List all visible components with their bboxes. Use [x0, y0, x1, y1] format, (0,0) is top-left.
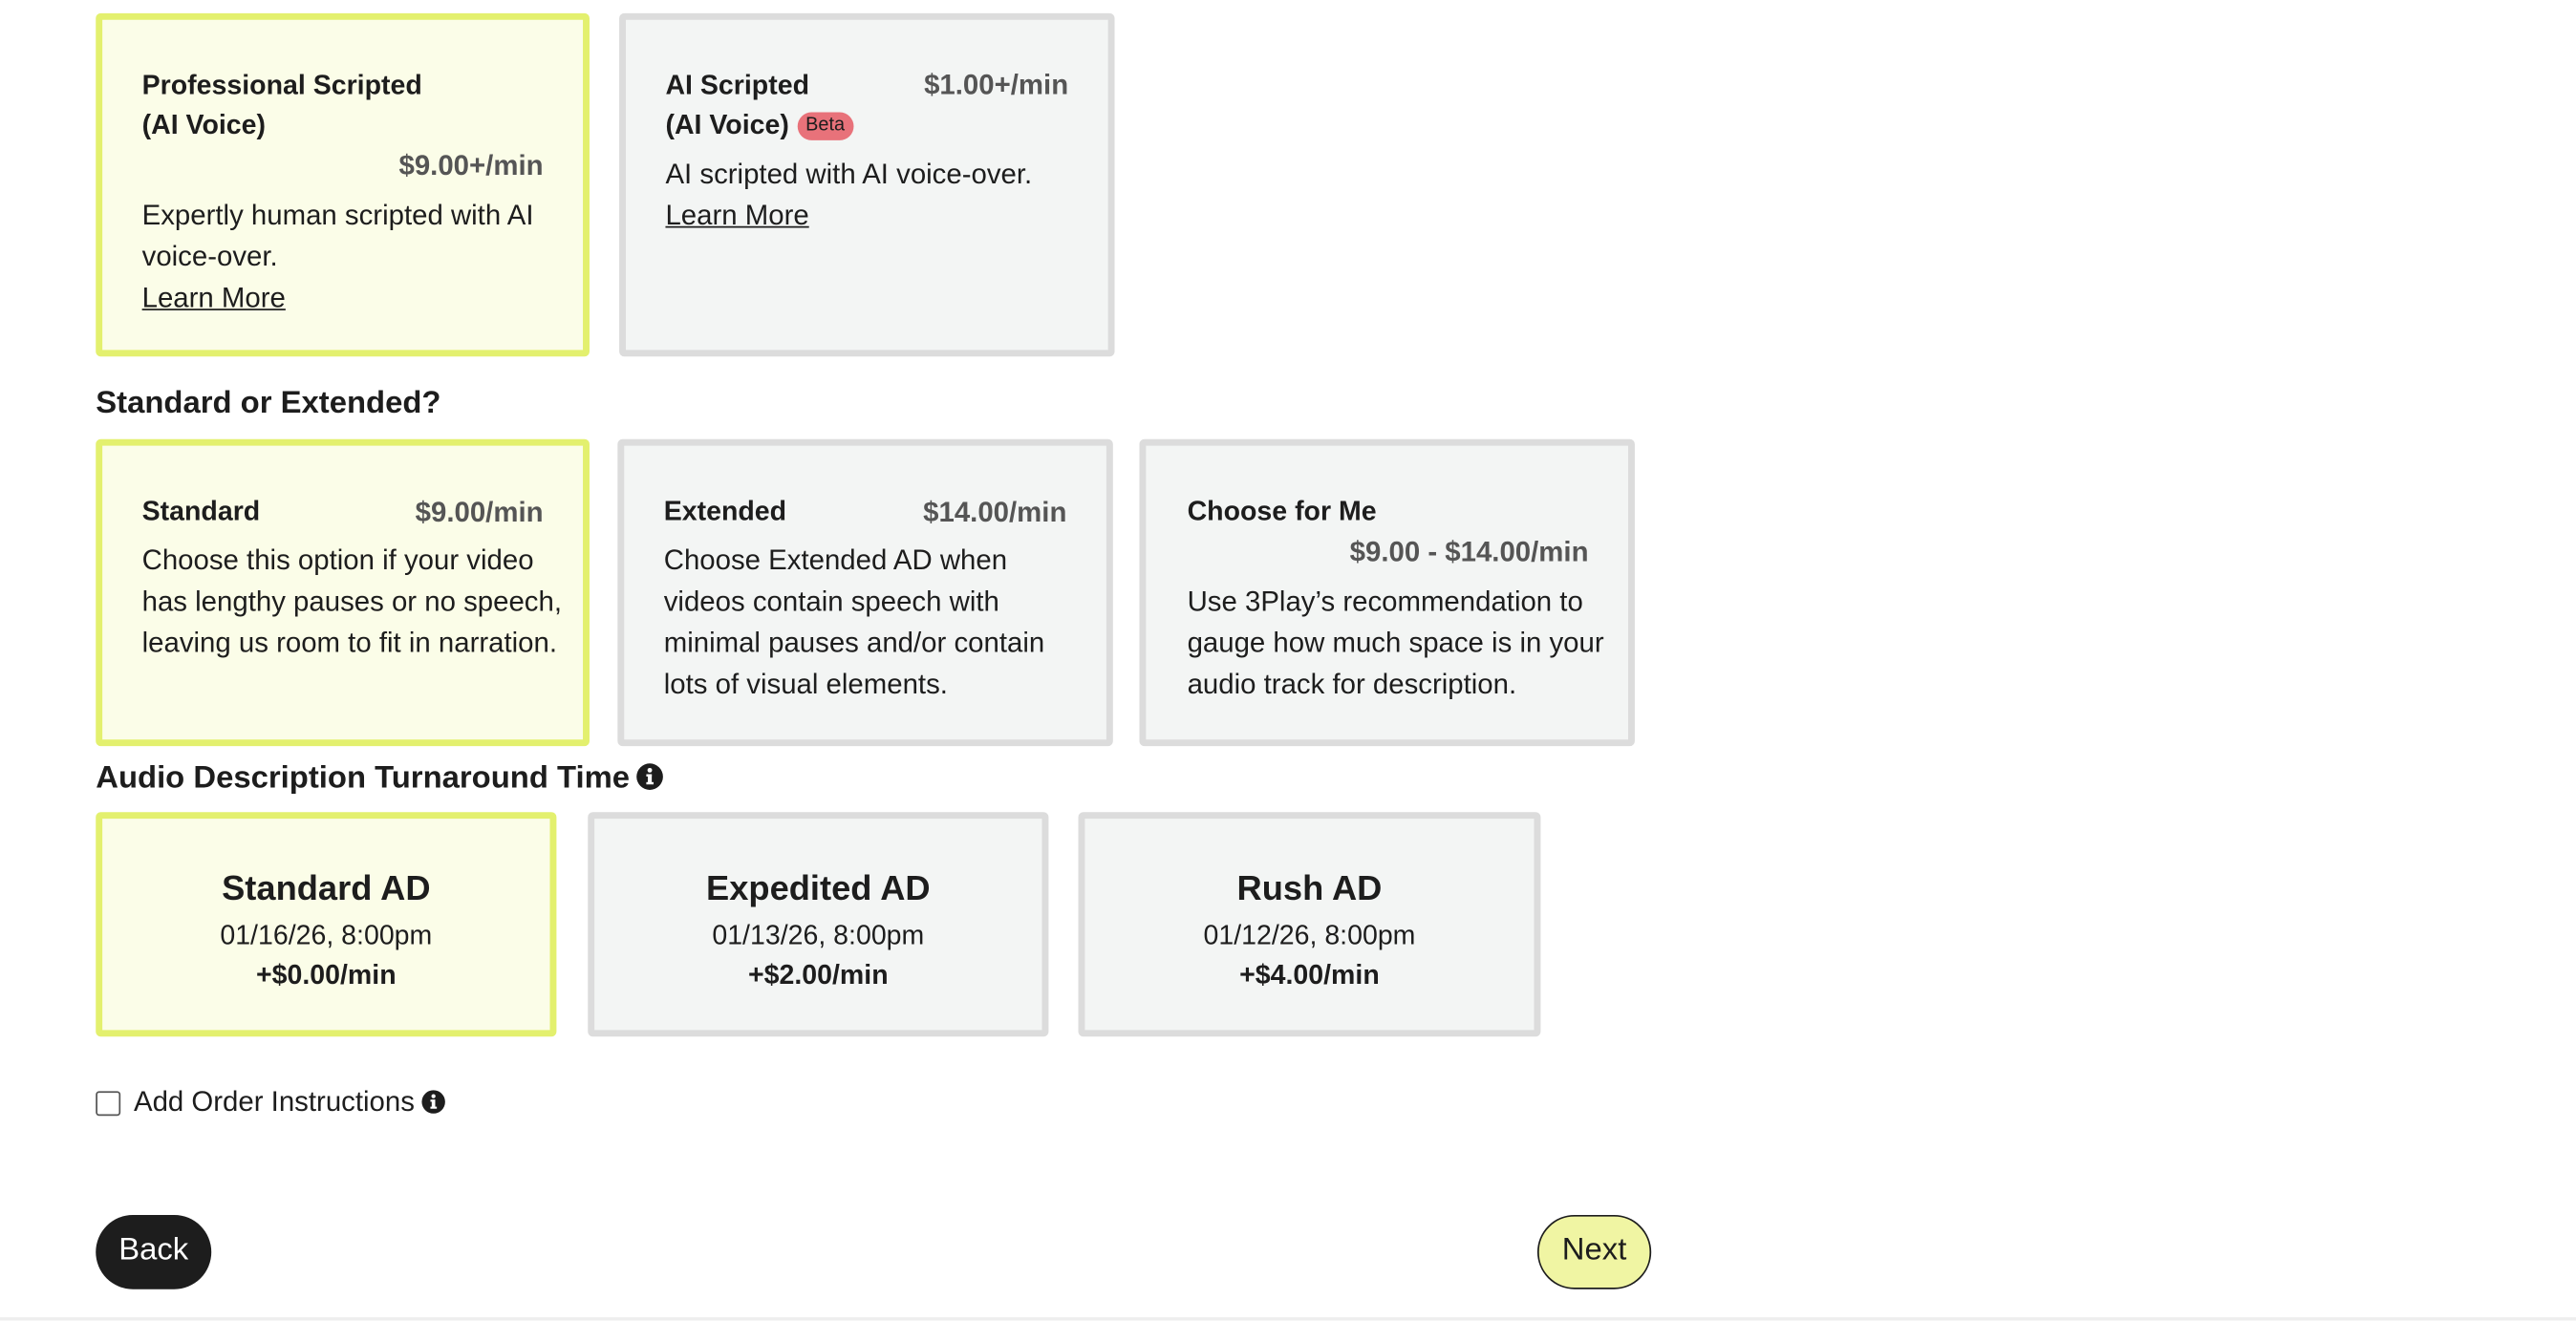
turnaround-option-name: Standard AD [222, 869, 431, 908]
footer-divider [0, 1317, 2576, 1320]
length-option-description: Choose Extended AD when videos contain speech with minimal pauses and/or contain lots of visual elements. [663, 544, 1045, 700]
length-option-description: Use 3Play’s recommendation to gauge how much space is in your audio track for description. [1187, 586, 1604, 700]
turnaround-option-date: 01/13/26, 8:00pm [712, 921, 925, 951]
next-button[interactable]: Next [1537, 1215, 1651, 1289]
order-instructions-label[interactable]: Add Order Instructions [134, 1083, 446, 1126]
order-instructions-checkbox[interactable] [96, 1091, 120, 1116]
learn-more-link[interactable]: Learn More [141, 282, 286, 314]
voice-option-price: $9.00+/min [398, 150, 544, 182]
info-icon[interactable] [421, 1086, 446, 1125]
voice-option-ai-scripted[interactable] [619, 13, 1114, 356]
beta-badge: Beta [798, 113, 853, 140]
length-option-standard[interactable] [96, 439, 590, 746]
turnaround-option-price: +$2.00/min [747, 960, 889, 991]
voice-option-description: AI scripted with AI voice-over. [665, 158, 1033, 190]
turnaround-option-price: +$4.00/min [1239, 960, 1380, 991]
voice-option-description: Expertly human scripted with AI voice-over. [141, 200, 534, 273]
info-icon[interactable] [636, 761, 664, 804]
length-option-extended[interactable] [617, 439, 1112, 746]
length-option-description: Choose this option if your video has lengthy pauses or no speech, leaving us room to fit in narration. [141, 544, 562, 659]
length-option-title: Choose for Me [1187, 497, 1377, 527]
turnaround-option-rush[interactable] [1079, 812, 1541, 1036]
length-option-price: $14.00/min [923, 497, 1067, 529]
voice-option-price: $1.00+/min [924, 69, 1069, 101]
turnaround-option-price: +$0.00/min [255, 960, 397, 991]
voice-option-professional-scripted[interactable] [96, 13, 590, 356]
voice-option-title: AI Scripted (AI Voice) Beta [665, 66, 930, 145]
length-option-title: Extended [663, 497, 787, 527]
turnaround-option-expedited[interactable] [588, 812, 1048, 1036]
length-option-price: $9.00 - $14.00/min [1349, 536, 1589, 568]
back-button[interactable]: Back [96, 1215, 211, 1289]
length-option-title: Standard [141, 497, 261, 527]
length-option-choose-for-me[interactable] [1139, 439, 1634, 746]
turnaround-option-date: 01/16/26, 8:00pm [220, 921, 433, 951]
length-option-price: $9.00/min [415, 497, 544, 529]
turnaround-option-standard[interactable] [96, 812, 556, 1036]
length-section-heading: Standard or Extended? [96, 386, 441, 421]
turnaround-option-name: Expedited AD [706, 869, 931, 908]
turnaround-option-name: Rush AD [1236, 869, 1383, 908]
turnaround-option-date: 01/12/26, 8:00pm [1203, 921, 1416, 951]
turnaround-section-heading: Audio Description Turnaround Time [96, 757, 664, 803]
learn-more-link[interactable]: Learn More [665, 200, 809, 231]
voice-option-title: Professional Scripted (AI Voice) [141, 71, 422, 140]
